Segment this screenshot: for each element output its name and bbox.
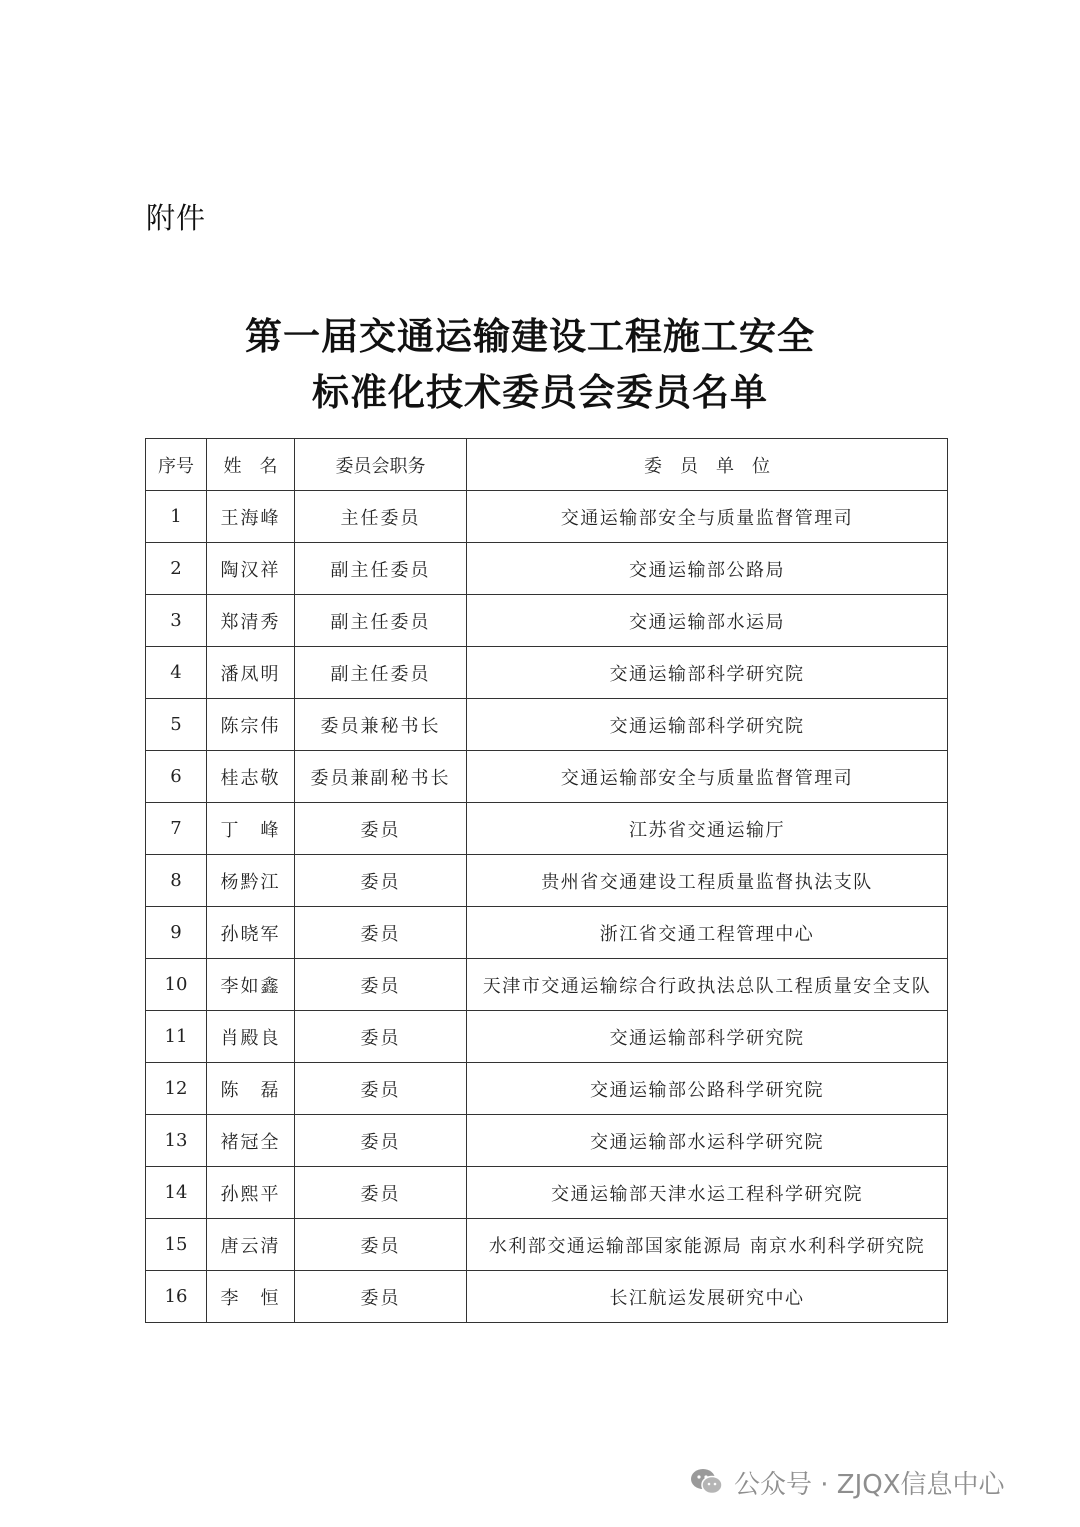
name-cell: 丁 峰 [207,803,295,855]
table-row [146,491,948,543]
header-seq: 序号 [146,439,207,491]
seq-cell: 13 [146,1115,207,1167]
unit-cell: 天津市交通运输综合行政执法总队工程质量安全支队 [467,959,948,1011]
seq-cell: 2 [146,543,207,595]
document-title-line-2: 标准化技术委员会委员名单 [312,370,768,414]
watermark [690,1462,1005,1502]
role-cell: 委员 [295,907,467,959]
header-unit: 委 员 单 位 [467,439,948,491]
seq-cell: 8 [146,855,207,907]
role-cell: 委员 [295,1271,467,1323]
table-row [146,1167,948,1219]
seq-cell: 14 [146,1167,207,1219]
name-cell: 褚冠全 [207,1115,295,1167]
unit-cell: 浙江省交通工程管理中心 [467,907,948,959]
unit-cell: 交通运输部天津水运工程科学研究院 [467,1167,948,1219]
name-cell: 唐云清 [207,1219,295,1271]
unit-cell: 交通运输部安全与质量监督管理司 [467,751,948,803]
unit-cell: 贵州省交通建设工程质量监督执法支队 [467,855,948,907]
table-row [146,647,948,699]
name-cell: 孙晓军 [207,907,295,959]
name-cell: 王海峰 [207,491,295,543]
seq-cell: 3 [146,595,207,647]
seq-cell: 9 [146,907,207,959]
seq-cell: 16 [146,1271,207,1323]
role-cell: 委员 [295,1115,467,1167]
attachment-label: 附件 [146,201,207,235]
table-row [146,1219,948,1271]
name-cell: 潘凤明 [207,647,295,699]
unit-cell: 交通运输部安全与质量监督管理司 [467,491,948,543]
name-cell: 李 恒 [207,1271,295,1323]
seq-cell: 5 [146,699,207,751]
table-row [146,1011,948,1063]
role-cell: 副主任委员 [295,543,467,595]
role-cell: 委员 [295,1167,467,1219]
table-row [146,751,948,803]
unit-cell: 交通运输部水运局 [467,595,948,647]
seq-cell: 10 [146,959,207,1011]
seq-cell: 12 [146,1063,207,1115]
table-row [146,1115,948,1167]
role-cell: 委员 [295,803,467,855]
table-row [146,699,948,751]
role-cell: 副主任委员 [295,647,467,699]
unit-cell: 交通运输部水运科学研究院 [467,1115,948,1167]
seq-cell: 4 [146,647,207,699]
table-row [146,855,948,907]
unit-cell: 长江航运发展研究中心 [467,1271,948,1323]
seq-cell: 11 [146,1011,207,1063]
header-name: 姓 名 [207,439,295,491]
unit-cell: 交通运输部科学研究院 [467,699,948,751]
table-row [146,595,948,647]
seq-cell: 15 [146,1219,207,1271]
role-cell: 委员兼副秘书长 [295,751,467,803]
watermark-text: 公众号 · ZJQX信息中心 [734,1469,1005,1500]
role-cell: 委员 [295,1011,467,1063]
unit-cell: 交通运输部科学研究院 [467,1011,948,1063]
table-row [146,1271,948,1323]
table-row [146,1063,948,1115]
seq-cell: 6 [146,751,207,803]
role-cell: 委员 [295,1219,467,1271]
role-cell: 主任委员 [295,491,467,543]
table-row [146,907,948,959]
name-cell: 杨黔江 [207,855,295,907]
header-role: 委员会职务 [295,439,467,491]
name-cell: 肖殿良 [207,1011,295,1063]
unit-cell: 江苏省交通运输厅 [467,803,948,855]
name-cell: 陶汉祥 [207,543,295,595]
role-cell: 委员 [295,959,467,1011]
name-cell: 李如鑫 [207,959,295,1011]
table-body [146,491,948,1323]
name-cell: 陈宗伟 [207,699,295,751]
name-cell: 孙熙平 [207,1167,295,1219]
committee-member-table [145,438,948,1323]
table-row [146,543,948,595]
unit-cell: 水利部交通运输部国家能源局 南京水利科学研究院 [467,1219,948,1271]
seq-cell: 1 [146,491,207,543]
name-cell: 陈 磊 [207,1063,295,1115]
table-row [146,803,948,855]
role-cell: 委员 [295,1063,467,1115]
name-cell: 郑清秀 [207,595,295,647]
unit-cell: 交通运输部公路科学研究院 [467,1063,948,1115]
role-cell: 副主任委员 [295,595,467,647]
role-cell: 委员 [295,855,467,907]
unit-cell: 交通运输部科学研究院 [467,647,948,699]
seq-cell: 7 [146,803,207,855]
table-header-row [146,439,948,491]
name-cell: 桂志敬 [207,751,295,803]
table-row [146,959,948,1011]
wechat-icon [690,1467,724,1497]
unit-cell: 交通运输部公路局 [467,543,948,595]
role-cell: 委员兼秘书长 [295,699,467,751]
document-title-line-1: 第一届交通运输建设工程施工安全 [245,314,815,358]
